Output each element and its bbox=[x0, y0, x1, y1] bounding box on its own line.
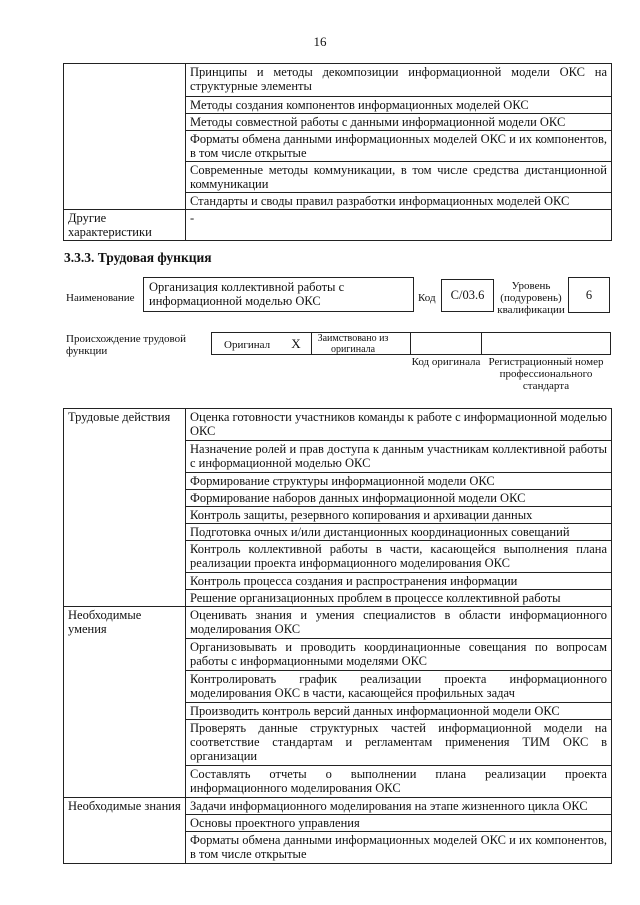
page-number: 16 bbox=[313, 34, 327, 49]
code-value-box: С/03.6 bbox=[441, 279, 494, 312]
knowledge-row: Методы совместной работы с данными информационной модели ОКС bbox=[186, 114, 612, 131]
borrowed-label: Заимствовано из оригинала bbox=[317, 333, 389, 355]
actions-label: Трудовые действия bbox=[64, 409, 186, 607]
action-row: Подготовка очных и/или дистанционных координационных совещаний bbox=[186, 524, 612, 541]
skill-row: Контролировать график реализации проекта информационного моделирования ОКС в части, касающейся профильных задач bbox=[186, 671, 612, 703]
level-label: Уровень (подуровень) квалификации bbox=[497, 280, 565, 316]
action-row: Формирование структуры информационной модели ОКС bbox=[186, 473, 612, 490]
original-code-box bbox=[410, 332, 482, 355]
knowledge-row: Современные методы коммуникации, в том числе средства дистанционной коммуникации bbox=[186, 162, 612, 193]
registration-number-caption: Регистрационный номер профессионального стандарта bbox=[488, 356, 604, 392]
origin-box bbox=[211, 332, 411, 355]
function-details-table bbox=[63, 408, 612, 864]
skill-row: Производить контроль версий данных информационной модели ОКС bbox=[186, 703, 612, 720]
name-label: Наименование bbox=[66, 292, 135, 304]
knowledge-continuation-table bbox=[63, 63, 612, 241]
origin-label: Происхождение трудовой функции bbox=[66, 333, 187, 357]
skill-row: Организовывать и проводить координационные совещания по вопросам работы с информационными моделями ОКС bbox=[186, 639, 612, 671]
action-row: Решение организационных проблем в процессе коллективной работы bbox=[186, 590, 612, 607]
action-row: Формирование наборов данных информационной модели ОКС bbox=[186, 490, 612, 507]
knowledge-item-row: Основы проектного управления bbox=[186, 815, 612, 832]
knowledge-item-row: Форматы обмена данными информационных моделей ОКС и их компонентов, в том числе открытые bbox=[186, 832, 612, 864]
registration-number-box bbox=[481, 332, 611, 355]
skill-row: Составлять отчеты о выполнении плана реализации проекта информационного моделирования ОКС bbox=[186, 766, 612, 798]
skill-row: Оценивать знания и умения специалистов в области информационного моделирования ОКС bbox=[186, 607, 612, 639]
other-characteristics-label: Другие характеристики bbox=[64, 210, 186, 241]
skills-label: Необходимые умения bbox=[64, 607, 186, 798]
original-label: Оригинал bbox=[224, 339, 271, 351]
skill-row: Проверять данные структурных частей информационной модели на соответствие стандартам и регламентам применения ТИМ ОКС в организации bbox=[186, 720, 612, 766]
empty-label-cell bbox=[64, 64, 186, 210]
action-row: Оценка готовности участников команды к работе с информационной моделью ОКС bbox=[186, 409, 612, 441]
knowledge-item-row: Задачи информационного моделирования на этапе жизненного цикла ОКС bbox=[186, 798, 612, 815]
original-code-caption: Код оригинала bbox=[411, 356, 481, 368]
action-row: Назначение ролей и прав доступа к данным участникам коллективной работы с информационной моделью ОКС bbox=[186, 441, 612, 473]
action-row: Контроль коллективной работы в части, касающейся выполнения плана реализации проекта информационного моделирования ОКС bbox=[186, 541, 612, 573]
action-row: Контроль защиты, резервного копирования и архивации данных bbox=[186, 507, 612, 524]
section-title: 3.3.3. Трудовая функция bbox=[64, 250, 212, 265]
other-characteristics-value: - bbox=[186, 210, 612, 241]
original-mark: X bbox=[291, 336, 301, 351]
knowledge-row: Форматы обмена данными информационных моделей ОКС и их компонентов, в том числе открытые bbox=[186, 131, 612, 162]
action-row: Контроль процесса создания и распространения информации bbox=[186, 573, 612, 590]
function-name-box: Организация коллективной работы с информационной моделью ОКС bbox=[143, 277, 414, 312]
code-label: Код bbox=[418, 292, 436, 304]
knowledge-row: Принципы и методы декомпозиции информационной модели ОКС на структурные элементы bbox=[186, 64, 612, 97]
knowledge-label: Необходимые знания bbox=[64, 798, 186, 864]
knowledge-row: Стандарты и своды правил разработки информационных моделей ОКС bbox=[186, 193, 612, 210]
knowledge-row: Методы создания компонентов информационных моделей ОКС bbox=[186, 97, 612, 114]
level-value-box: 6 bbox=[568, 277, 610, 313]
